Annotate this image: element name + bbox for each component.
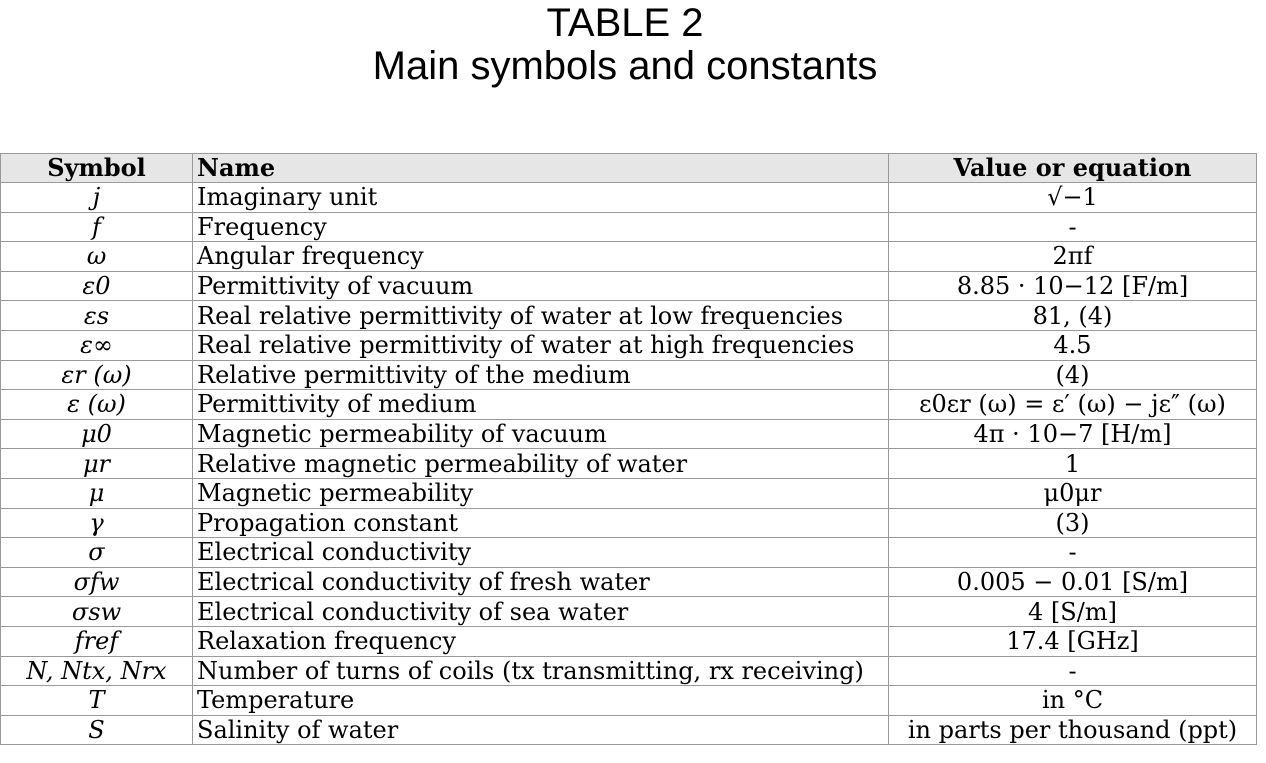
table-row <box>1 686 1257 716</box>
value-cell: (4) <box>889 360 1257 390</box>
symbol-cell: μr <box>1 449 193 479</box>
header-row <box>1 154 1257 183</box>
table-label: TABLE 2 <box>546 1 704 45</box>
table-row <box>1 567 1257 597</box>
value-cell: μ0μr <box>889 478 1257 508</box>
table-row <box>1 271 1257 301</box>
name-cell: Real relative permittivity of water at low frequencies <box>193 301 889 331</box>
table-row <box>1 212 1257 242</box>
table-row <box>1 360 1257 390</box>
table-row <box>1 656 1257 686</box>
table-title: Main symbols and constants <box>372 44 878 88</box>
name-cell: Permittivity of medium <box>193 390 889 420</box>
value-cell: - <box>889 656 1257 686</box>
symbol-cell: εs <box>1 301 193 331</box>
symbol-cell: μ <box>1 478 193 508</box>
name-cell: Permittivity of vacuum <box>193 271 889 301</box>
column-header-name: Name <box>193 154 889 183</box>
value-cell: 8.85 · 10−12 [F/m] <box>889 271 1257 301</box>
name-cell: Electrical conductivity of fresh water <box>193 567 889 597</box>
name-cell: Propagation constant <box>193 508 889 538</box>
symbol-cell: f <box>1 212 193 242</box>
table-caption <box>0 0 1250 88</box>
name-cell: Number of turns of coils (tx transmitting, rx receiving) <box>193 656 889 686</box>
table-row <box>1 715 1257 745</box>
name-cell: Temperature <box>193 686 889 716</box>
table-row <box>1 301 1257 331</box>
table-row <box>1 508 1257 538</box>
table-row <box>1 390 1257 420</box>
value-cell: in °C <box>889 686 1257 716</box>
symbol-cell: S <box>1 715 193 745</box>
symbol-cell: j <box>1 183 193 213</box>
value-cell: 4.5 <box>889 330 1257 360</box>
value-cell: - <box>889 538 1257 568</box>
symbol-cell: σfw <box>1 567 193 597</box>
table-row <box>1 330 1257 360</box>
value-cell: 81, (4) <box>889 301 1257 331</box>
name-cell: Electrical conductivity <box>193 538 889 568</box>
symbol-cell: N, Ntx, Nrx <box>1 656 193 686</box>
symbol-cell: σ <box>1 538 193 568</box>
value-cell: 4π · 10−7 [H/m] <box>889 419 1257 449</box>
value-cell: - <box>889 212 1257 242</box>
value-cell: ε0εr (ω) = ε′ (ω) − jε″ (ω) <box>889 390 1257 420</box>
symbols-table <box>0 153 1257 745</box>
value-cell: 4 [S/m] <box>889 597 1257 627</box>
name-cell: Magnetic permeability <box>193 478 889 508</box>
name-cell: Relaxation frequency <box>193 626 889 656</box>
table-row <box>1 478 1257 508</box>
value-cell: 1 <box>889 449 1257 479</box>
table-row <box>1 538 1257 568</box>
name-cell: Relative permittivity of the medium <box>193 360 889 390</box>
table-row <box>1 449 1257 479</box>
symbol-cell: γ <box>1 508 193 538</box>
column-header-value: Value or equation <box>889 154 1257 183</box>
value-cell: (3) <box>889 508 1257 538</box>
table-row <box>1 626 1257 656</box>
symbol-cell: σsw <box>1 597 193 627</box>
symbol-cell: fref <box>1 626 193 656</box>
symbol-cell: ω <box>1 242 193 272</box>
value-cell: 0.005 − 0.01 [S/m] <box>889 567 1257 597</box>
table-row <box>1 183 1257 213</box>
name-cell: Magnetic permeability of vacuum <box>193 419 889 449</box>
symbol-cell: εr (ω) <box>1 360 193 390</box>
symbol-cell: ε∞ <box>1 330 193 360</box>
table-row <box>1 242 1257 272</box>
table-row <box>1 419 1257 449</box>
symbol-cell: ε (ω) <box>1 390 193 420</box>
table-row <box>1 597 1257 627</box>
symbol-cell: ε0 <box>1 271 193 301</box>
name-cell: Real relative permittivity of water at high frequencies <box>193 330 889 360</box>
name-cell: Imaginary unit <box>193 183 889 213</box>
symbol-cell: μ0 <box>1 419 193 449</box>
name-cell: Angular frequency <box>193 242 889 272</box>
value-cell: √−1 <box>889 183 1257 213</box>
name-cell: Relative magnetic permeability of water <box>193 449 889 479</box>
value-cell: in parts per thousand (ppt) <box>889 715 1257 745</box>
value-cell: 17.4 [GHz] <box>889 626 1257 656</box>
name-cell: Salinity of water <box>193 715 889 745</box>
column-header-symbol: Symbol <box>1 154 193 183</box>
name-cell: Frequency <box>193 212 889 242</box>
value-cell: 2πf <box>889 242 1257 272</box>
name-cell: Electrical conductivity of sea water <box>193 597 889 627</box>
symbol-cell: T <box>1 686 193 716</box>
